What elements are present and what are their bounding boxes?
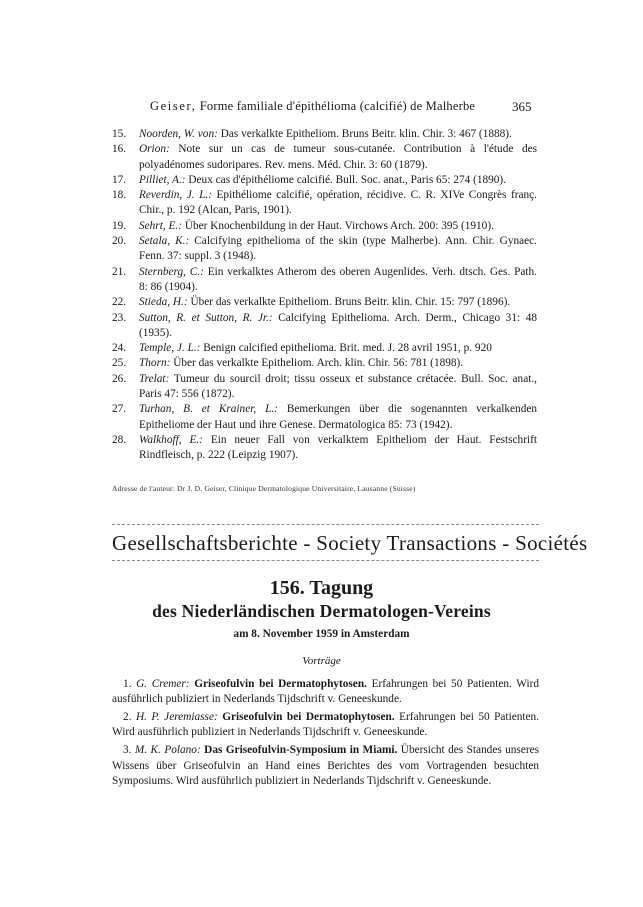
reference-number: 24. <box>112 342 127 355</box>
talk-text: Erfahrungen bei 50 Patienten. Wird ausführlich publiziert in Nederlands Tijdschrift v. Geneeskunde. <box>112 678 540 706</box>
reference-item <box>112 188 537 219</box>
reference-body <box>139 142 537 173</box>
reference-body <box>139 372 537 403</box>
reference-author: Orion: <box>139 143 170 156</box>
reference-author: Stieda, H.: <box>139 296 188 309</box>
reference-item <box>112 265 537 296</box>
reference-body <box>139 356 537 371</box>
reference-author: Walkhoff, E.: <box>139 433 203 446</box>
reference-text: Über das verkalkte Epitheliom. Bruns Beitr. klin. Chir. 15: 797 (1896). <box>190 296 511 309</box>
talk-title: Griseofulvin bei Dermatophytosen. <box>222 711 395 724</box>
reference-author: Temple, J. L.: <box>139 342 201 355</box>
reference-item <box>112 173 537 188</box>
reference-text: Ein neuer Fall von verkalktem Epitheliom der Haut. Festschrift Rindfleisch, p. 222 (Leipzig 1907). <box>139 433 537 462</box>
reference-number: 17. <box>112 173 127 186</box>
reference-body <box>139 402 537 433</box>
reference-text: Das verkalkte Epitheliom. Bruns Beitr. klin. Chir. 3: 467 (1888). <box>220 128 512 140</box>
reference-item <box>112 372 537 403</box>
reference-body <box>139 234 537 265</box>
running-head <box>150 99 475 114</box>
reference-item <box>112 402 537 433</box>
talk-number: 1. <box>123 678 132 690</box>
reference-body <box>139 341 537 356</box>
reference-text: Bemerkungen über die sogenannten verkalkenden Epitheliome der Haut und ihre Genese. Dermatologica 85: 73 (1942). <box>139 403 537 431</box>
talk-entry <box>112 677 539 708</box>
reference-item <box>112 295 537 310</box>
reference-number: 19. <box>112 219 127 232</box>
running-head-author: Geiser, <box>150 99 197 113</box>
reference-author: Thorn: <box>139 357 171 370</box>
reference-author: Pilliet, A.: <box>139 173 186 186</box>
reference-text: Calcifying epithelioma of the skin (type Malherbe). Ann. Chir. Gynaec. Fenn. 37: suppl. 3 (1948). <box>139 235 537 263</box>
reference-number: 27. <box>112 403 127 416</box>
reference-text: Über das verkalkte Epitheliom. Arch. klin. Chir. 56: 781 (1898). <box>173 357 464 370</box>
reference-body <box>139 433 537 464</box>
reference-author: Reverdin, J. L.: <box>139 189 212 202</box>
reference-list <box>112 127 537 464</box>
reference-text: Deux cas d'épithéliome calcifié. Bull. Soc. anat., Paris 65: 274 (1890). <box>188 173 507 186</box>
talks-subheading: Vorträge <box>302 655 341 667</box>
reference-body <box>139 127 537 142</box>
reference-author: Sternberg, C.: <box>139 265 204 278</box>
talk-number: 3. <box>123 744 132 757</box>
reference-item <box>112 341 537 356</box>
reference-body <box>139 188 537 219</box>
reference-author: Turhan, B. et Krainer, L.: <box>139 403 278 416</box>
reference-author: Setala, K.: <box>139 235 190 248</box>
meeting-title: des Niederländischen Dermatologen-Vereins <box>152 601 491 621</box>
running-head-title: Forme familiale d'épithélioma (calcifié) de Malherbe <box>199 99 476 113</box>
reference-body <box>139 295 537 310</box>
reference-number: 18. <box>112 189 127 202</box>
reference-item <box>112 234 537 265</box>
reference-text: Benign calcified epithelioma. Brit. med. J. 28 avril 1951, p. 920 <box>203 342 492 355</box>
reference-body <box>139 265 537 296</box>
reference-number: 20. <box>112 235 127 248</box>
reference-number: 28. <box>112 433 127 446</box>
talk-number: 2. <box>123 711 132 724</box>
talk-title: Das Griseofulvin-Symposium in Miami. <box>204 744 398 757</box>
meeting-date: am 8. November 1959 in Amsterdam <box>233 628 410 640</box>
talk-text: Erfahrungen bei 50 Patienten. Wird ausführlich publiziert in Nederlands Tijdschrift v. Geneeskunde. <box>112 711 539 739</box>
reference-item <box>112 127 537 142</box>
reference-author: Noorden, W. von: <box>139 128 218 140</box>
author-address: Adresse de l'auteur: Dr J. D. Geiser, Clinique Dermatologique Universitaire, Lausanne (Suisse) <box>112 484 416 493</box>
meeting-number: 156. Tagung <box>269 577 374 599</box>
reference-item <box>112 433 537 464</box>
talk-speaker: G. Cremer: <box>136 678 190 690</box>
reference-author: Trelat: <box>139 372 170 385</box>
reference-body <box>139 311 537 342</box>
reference-text: Ein verkalktes Atherom des oberen Augenlides. Verh. dtsch. Ges. Path. 8: 86 (1904). <box>139 265 537 293</box>
talk-entry <box>112 743 539 789</box>
talk-speaker: H. P. Jeremiasse: <box>135 711 218 724</box>
talk-list <box>112 677 539 792</box>
section-rule-top <box>112 524 539 525</box>
reference-number: 16. <box>112 143 127 156</box>
reference-text: Über Knochenbildung in der Haut. Virchows Arch. 200: 395 (1910). <box>184 219 494 232</box>
reference-item <box>112 311 537 342</box>
reference-author: Sehrt, E.: <box>139 219 182 232</box>
reference-number: 23. <box>112 311 127 324</box>
talk-speaker: M. K. Polano: <box>134 744 201 757</box>
section-rule-bottom <box>112 560 539 561</box>
talk-title: Griseofulvin bei Dermatophytosen. <box>194 678 367 690</box>
reference-body <box>139 173 537 188</box>
reference-number: 26. <box>112 372 127 385</box>
reference-text: Calcifying Epithelioma. Arch. Derm., Chicago 31: 48 (1935). <box>139 311 538 339</box>
reference-author: Sutton, R. et Sutton, R. Jr.: <box>139 311 273 324</box>
talk-entry <box>112 710 539 741</box>
reference-item <box>112 142 537 173</box>
reference-text: Note sur un cas de tumeur sous-cutanée. Contribution à l'étude des polyadénomes sudoripares. Rev. mens. Méd. Chir. 3: 60 (1879). <box>139 143 537 171</box>
section-title: Gesellschaftsberichte - Society Transactions - Sociétés <box>112 531 588 555</box>
reference-number: 21. <box>112 265 127 278</box>
reference-number: 25. <box>112 357 127 370</box>
reference-item <box>112 356 537 371</box>
reference-number: 15. <box>112 128 127 140</box>
reference-item <box>112 219 537 234</box>
reference-body <box>139 219 537 234</box>
page-number: 365 <box>512 99 532 114</box>
reference-text: Tumeur du sourcil droit; tissu osseux et substance crétacée. Bull. Soc. anat., Paris 47: 556 (1872). <box>139 372 537 401</box>
reference-number: 22. <box>112 296 127 309</box>
reference-text: Epithéliome calcifié, opération, récidive. C. R. XIVe Congrès franç. Chir., p. 192 (Alcan, Paris, 1901). <box>139 189 538 217</box>
talk-text: Übersicht des Standes unseres Wissens über Griseofulvin an Hand eines Berichtes des vom Vortragenden besuchten Symposiums. Wird ausführlich publiziert in Nederlands Tijdschrift v. Geneeskunde. <box>112 744 540 787</box>
